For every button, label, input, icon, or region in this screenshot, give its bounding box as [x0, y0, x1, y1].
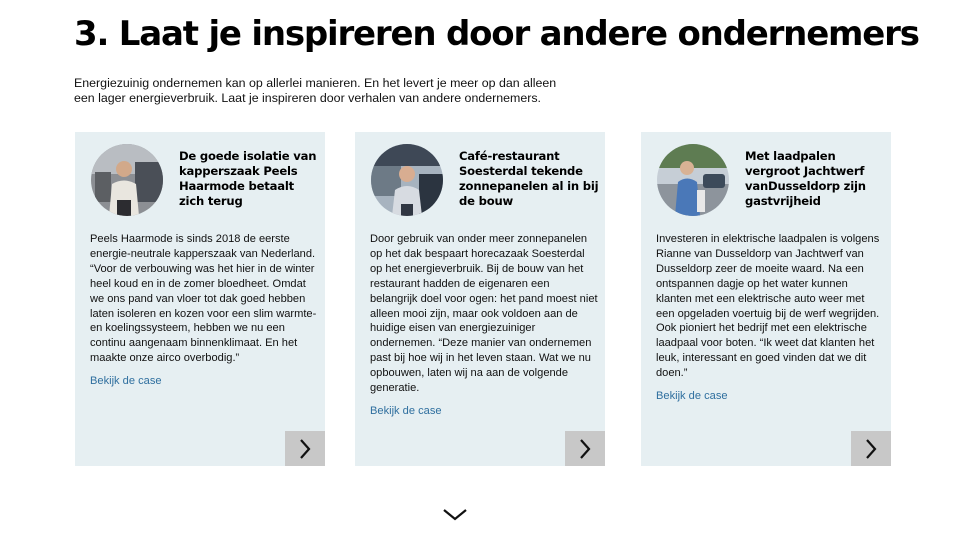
case-card-peels-haarmode: [75, 132, 325, 466]
next-button[interactable]: [285, 431, 325, 466]
next-button[interactable]: [565, 431, 605, 466]
section-title: 3. Laat je inspireren door andere ondernemers: [74, 14, 919, 54]
view-case-link[interactable]: Bekijk de case: [370, 404, 442, 417]
chevron-right-icon: [298, 438, 312, 460]
case-card-jachtwerf: [641, 132, 891, 466]
chevron-right-icon: [864, 438, 878, 460]
chevron-right-icon: [578, 438, 592, 460]
case-photo: [657, 144, 729, 216]
case-heading: Café-restaurant Soesterdal tekende zonnepanelen al in bij de bouw: [459, 149, 599, 208]
case-text: Door gebruik van onder meer zonnepanelen op het dak bespaart horecazaak Soesterdal op het energieverbruik. Bij de bouw van het restaurant hadden de eigenaren een belangrijk doel voor ogen: het pand moest niet alleen mooi zijn, maar ook voldoen aan de huidige eisen van energiezuiniger ondernemen. “Deze manier van ondernemen past bij hoe wij in het leven staan. Wat we nu opbouwen, laten wij na aan de volgende generatie.: [370, 233, 598, 395]
case-text: Peels Haarmode is sinds 2018 de eerste energie-neutrale kapperszaak van Nederland. “Voor de verbouwing was het hier in de winter heel koud en in de zomer bloedheet. Omdat we ons pand van vloer tot dak goed hebben laten isoleren en kozen voor een slim warmte- en koelingssysteem, hebben we nu een continu aangenaam binnenklimaat. En het maakte onze airco overbodig.”: [90, 233, 317, 365]
case-heading: De goede isolatie van kapperszaak Peels Haarmode betaalt zich terug: [179, 149, 317, 208]
case-photo: [91, 144, 163, 216]
case-body: [90, 232, 318, 389]
case-text: Investeren in elektrische laadpalen is volgens Rianne van Dusseldorp van Jachtwerf van Dusseldorp zeer de moeite waard. Na een ontspannen dagje op het water kunnen klanten met een elektrische auto weer met een opgeladen voertuig bij de werf wegrijden. Ook pioniert het bedrijf met een elektrische laadpaal voor boten. “Ik weet dat klanten het leuk, interessant en goed vinden dat we dit doen.”: [656, 233, 880, 380]
case-body: [656, 232, 884, 404]
case-card-soesterdal: [355, 132, 605, 466]
case-heading: Met laadpalen vergroot Jachtwerf vanDusseldorp zijn gastvrijheid: [745, 149, 866, 208]
case-body: [370, 232, 598, 419]
case-photo: [371, 144, 443, 216]
view-case-link[interactable]: Bekijk de case: [656, 390, 728, 403]
chevron-down-icon: [442, 508, 468, 522]
next-button[interactable]: [851, 431, 891, 466]
scroll-down-button[interactable]: [440, 506, 470, 524]
section-intro: Energiezuinig ondernemen kan op allerlei manieren. En het levert je meer op dan alleen een lager energieverbruik. Laat je inspireren door verhalen van andere ondernemers.: [74, 76, 557, 105]
view-case-link[interactable]: Bekijk de case: [90, 375, 162, 388]
